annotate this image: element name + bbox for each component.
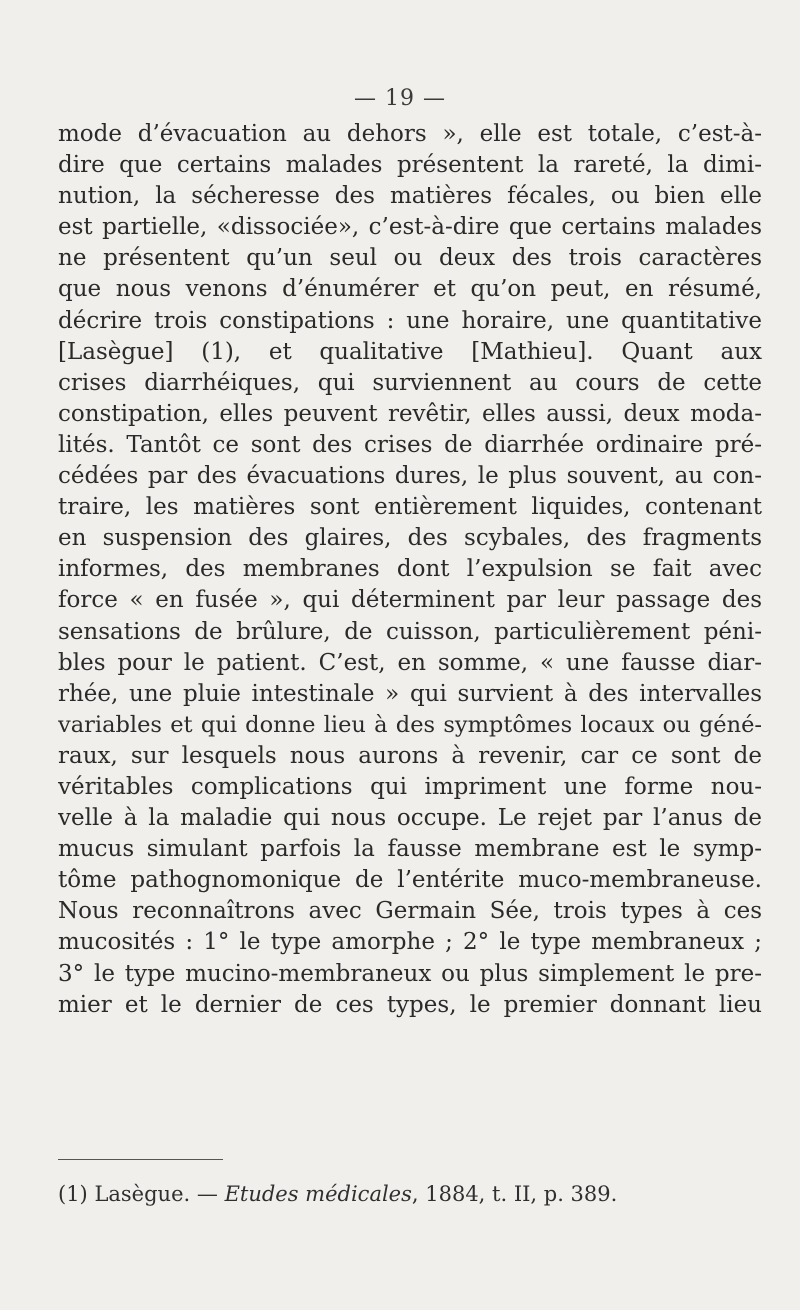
text-line: est partielle, «dissociée», c’est-à-dire que certains malades: [58, 214, 762, 241]
footnote-author: Lasègue.: [94, 1182, 191, 1206]
text-line: sensations de brûlure, de cuisson, particulièrement péni-: [58, 618, 762, 645]
text-line: mier et le dernier de ces types, le premier donnant lieu: [58, 991, 762, 1018]
text-line: mode d’évacuation au dehors », elle est totale, c’est-à-: [58, 121, 762, 147]
footnote-marker: (1): [58, 1182, 88, 1206]
text-line: nution, la sécheresse des matières fécales, ou bien elle: [58, 183, 762, 210]
text-line: mucus simulant parfois la fausse membrane est le symp-: [58, 836, 762, 863]
text-line: 3° le type mucino-membraneux ou plus simplement le pre-: [58, 960, 762, 987]
body-text: [58, 119, 762, 1021]
text-line: dire que certains malades présentent la rareté, la dimi-: [58, 152, 762, 179]
text-line: [Lasègue] (1), et qualitative [Mathieu]. Quant aux: [58, 338, 762, 365]
footnote-divider: [58, 1159, 223, 1160]
text-line: Nous reconnaîtrons avec Germain Sée, trois types à ces: [58, 898, 762, 925]
footnote-rest: , 1884, t. II, p. 389.: [411, 1182, 618, 1206]
text-line: constipation, elles peuvent revêtir, elles aussi, deux moda-: [58, 400, 762, 427]
text-line: cédées par des évacuations dures, le plus souvent, au con-: [58, 463, 762, 490]
text-line: rhée, une pluie intestinale » qui survient à des intervalles: [58, 680, 762, 707]
text-line: en suspension des glaires, des scybales, des fragments: [58, 525, 762, 552]
text-line: véritables complications qui impriment une forme nou-: [58, 773, 762, 800]
text-line: bles pour le patient. C’est, en somme, « une fausse diar-: [58, 649, 762, 676]
text-line: velle à la maladie qui nous occupe. Le rejet par l’anus de: [58, 805, 762, 832]
text-line: lités. Tantôt ce sont des crises de diarrhée ordinaire pré-: [58, 431, 762, 458]
text-line: traire, les matières sont entièrement liquides, contenant: [58, 494, 762, 521]
text-line: décrire trois constipations : une horaire, une quantitative: [58, 307, 762, 334]
text-line: ne présentent qu’un seul ou deux des trois caractères: [58, 245, 762, 272]
footnote: [58, 1179, 617, 1209]
text-line: mucosités : 1° le type amorphe ; 2° le type membraneux ;: [58, 929, 762, 956]
footnote-title: Etudes médicales: [224, 1182, 412, 1206]
page-number: — 19 —: [354, 86, 446, 111]
text-line: crises diarrhéiques, qui surviennent au cours de cette: [58, 369, 762, 396]
text-line: informes, des membranes dont l’expulsion se fait avec: [58, 556, 762, 583]
text-line: tôme pathognomonique de l’entérite muco-membraneuse.: [58, 867, 762, 894]
text-line: que nous venons d’énumérer et qu’on peut, en résumé,: [58, 276, 762, 303]
text-line: raux, sur lesquels nous aurons à revenir, car ce sont de: [58, 742, 762, 769]
text-line: variables et qui donne lieu à des symptômes locaux ou géné-: [58, 711, 762, 738]
text-line: force « en fusée », qui déterminent par leur passage des: [58, 587, 762, 614]
footnote-dash: —: [196, 1182, 218, 1206]
